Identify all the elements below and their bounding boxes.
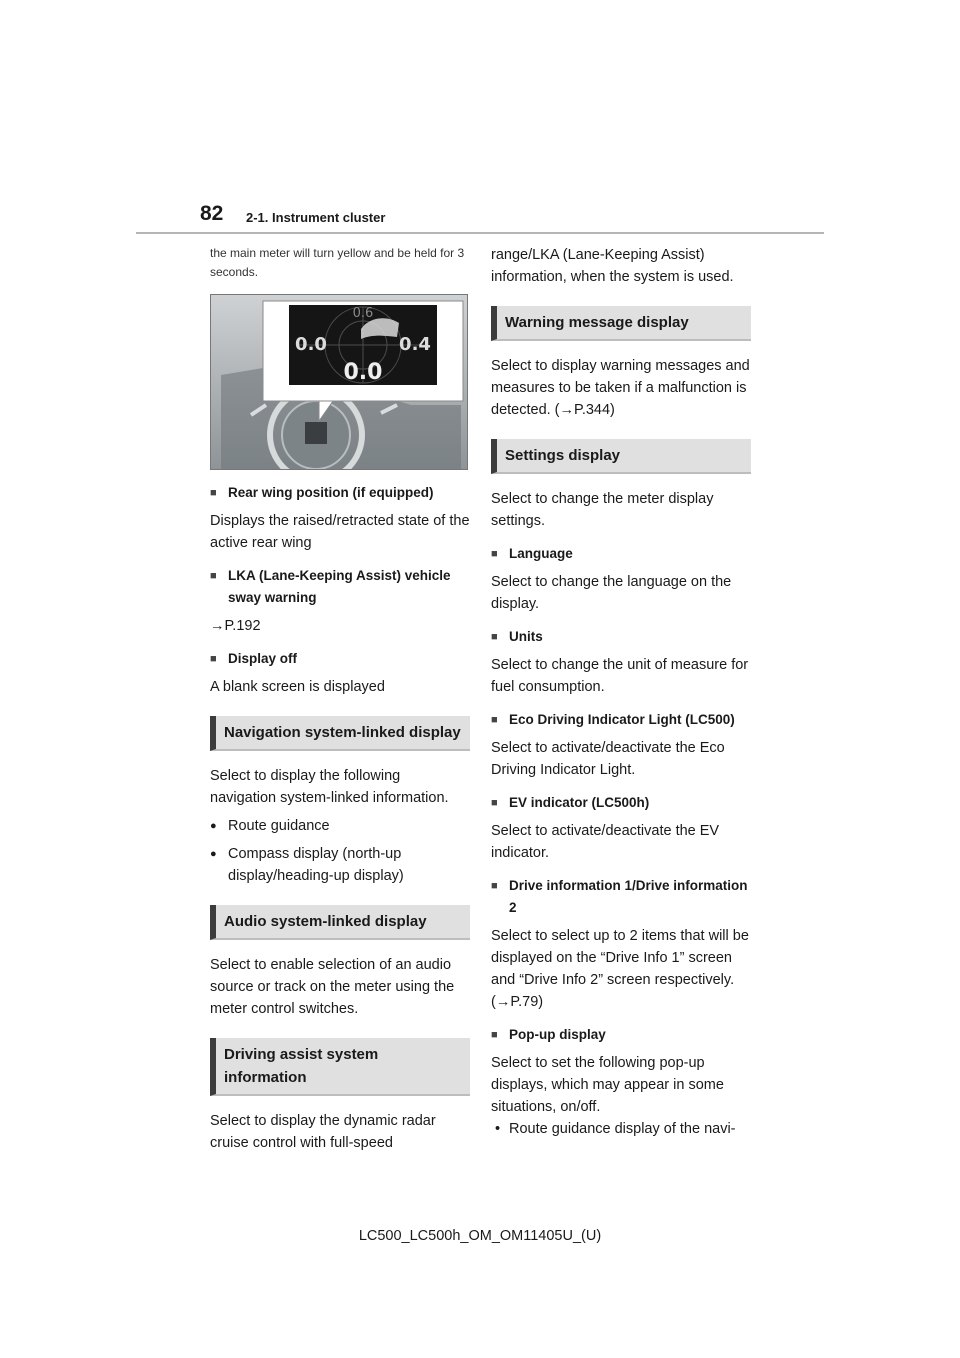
readout-right: 0.4 [399, 334, 431, 355]
readout-bottom: 0.0 [343, 360, 383, 385]
warning-body: Select to display warning messages and measures to be taken if a malfunction is detected. (→P.344) [491, 358, 750, 418]
nav-bullet-route: ● Route guidance [210, 815, 470, 837]
units-title: ■ Units [491, 626, 751, 648]
ev-title: ■ EV indicator (LC500h) [491, 792, 751, 814]
ev-body: Select to activate/deactivate the EV indicator. [491, 823, 720, 861]
driving-assist-heading: Driving assist system information [210, 1038, 470, 1096]
eco-title: ■ Eco Driving Indicator Light (LC500) [491, 709, 751, 731]
left-column [210, 244, 470, 1154]
popup-title: ■ Pop-up display [491, 1024, 751, 1046]
audio-heading: Audio system-linked display [210, 905, 470, 940]
intro-text: the main meter will turn yellow and be held for 3 seconds. [210, 246, 465, 279]
right-column [491, 244, 751, 1140]
continued-text: range/LKA (Lane-Keeping Assist) information, when the system is used. [491, 247, 734, 285]
meter-illustration [211, 295, 467, 469]
warning-heading: Warning message display [491, 306, 751, 341]
language-title: ■ Language [491, 543, 751, 565]
lka-body: →P.192 [210, 618, 261, 634]
popup-body: Select to set the following pop-up displays, which may appear in some situations, on/off. [491, 1055, 724, 1115]
g-force-figure [210, 294, 468, 470]
drive-info-body: Select to select up to 2 items that will be displayed on the “Drive Info 1” screen and “Drive Info 2” screen respectively. (→P.79) [491, 928, 749, 1010]
settings-body: Select to change the meter display settings. [491, 491, 714, 529]
audio-body: Select to enable selection of an audio source or track on the meter using the meter control switches. [210, 957, 455, 1017]
settings-heading: Settings display [491, 439, 751, 474]
header-divider [136, 232, 824, 234]
language-body: Select to change the language on the display. [491, 574, 732, 612]
drive-info-title: ■ Drive information 1/Drive information 2 [491, 875, 751, 919]
display-off-title: ■ Display off [210, 648, 470, 670]
document-code: LC500_LC500h_OM_OM11405U_(U) [358, 1228, 602, 1244]
section-title: 2-1. Instrument cluster [246, 210, 386, 225]
rear-wing-title: ■ Rear wing position (if equipped) [210, 482, 470, 504]
readout-left: 0.0 [295, 334, 327, 355]
driving-assist-body: Select to display the dynamic radar cruise control with full-speed [210, 1113, 436, 1151]
display-off-body: A blank screen is displayed [210, 679, 385, 695]
nav-bullet-compass: ● Compass display (north-up display/heading-up display) [210, 843, 470, 887]
nav-heading: Navigation system-linked display [210, 716, 470, 751]
eco-body: Select to activate/deactivate the Eco Driving Indicator Light. [491, 740, 725, 778]
lka-title: ■ LKA (Lane-Keeping Assist) vehicle sway warning [210, 565, 470, 609]
popup-item: • Route guidance display of the navi- [491, 1118, 751, 1140]
nav-body: Select to display the following navigation system-linked information. [210, 768, 449, 806]
page-number: 82 [200, 202, 224, 225]
rear-wing-body: Displays the raised/retracted state of the active rear wing [210, 513, 470, 551]
units-body: Select to change the unit of measure for fuel consumption. [491, 657, 749, 695]
readout-top: 0.6 [352, 306, 374, 321]
